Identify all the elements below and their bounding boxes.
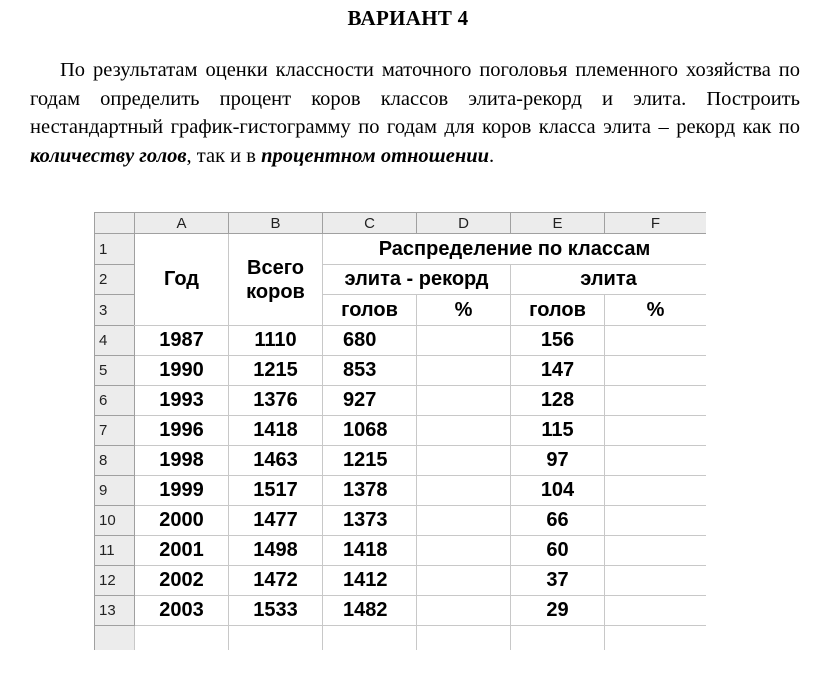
cell-elite-heads[interactable]: 66 [511,506,605,536]
task-emphasis-1: количеству голов [30,144,187,167]
task-paragraph [30,56,800,170]
table-row [95,386,707,416]
cell-year[interactable]: 1987 [135,326,229,356]
table-row [95,416,707,446]
cell-elite-record-percent[interactable] [417,536,511,566]
table-row-partial [95,626,707,651]
cell-elite-record-percent[interactable] [417,326,511,356]
row-header-9[interactable]: 9 [95,476,135,506]
cell-year[interactable]: 1998 [135,446,229,476]
task-emphasis-2: процентном отношении [261,144,490,167]
cell-year[interactable]: 2001 [135,536,229,566]
cell-elite-percent[interactable] [605,536,707,566]
cell-elite-heads[interactable]: 37 [511,566,605,596]
column-header-e[interactable]: E [511,213,605,234]
table-row [95,446,707,476]
row-header-2[interactable]: 2 [95,265,135,295]
task-text-1: По результатам оценки классности маточного поголовья племенного хозяйства по годам определить процент коров классов элита-рекорд и элита. Построить нестандартный график-гистограмму по годам для коров класса элита – рекорд как по [30,59,800,138]
cell-elite-percent[interactable] [605,386,707,416]
cell-empty[interactable] [229,626,323,651]
cell-elite-percent[interactable] [605,446,707,476]
header-year[interactable]: Год [135,234,229,326]
cell-total-cows[interactable]: 1376 [229,386,323,416]
cell-elite-record-percent[interactable] [417,506,511,536]
cell-elite-record-percent[interactable] [417,566,511,596]
row-header-6[interactable]: 6 [95,386,135,416]
row-header-12[interactable]: 12 [95,566,135,596]
cell-elite-percent[interactable] [605,476,707,506]
cell-total-cows[interactable]: 1498 [229,536,323,566]
header-elite-heads[interactable]: голов [511,295,605,326]
cell-elite-percent[interactable] [605,596,707,626]
row-header-10[interactable]: 10 [95,506,135,536]
cell-elite-record-percent[interactable] [417,416,511,446]
cell-year[interactable]: 2002 [135,566,229,596]
cell-elite-percent[interactable] [605,326,707,356]
table-row [95,566,707,596]
row-header-11[interactable]: 11 [95,536,135,566]
cell-elite-record-percent[interactable] [417,356,511,386]
column-header-b[interactable]: B [229,213,323,234]
cell-empty[interactable] [417,626,511,651]
cell-total-cows[interactable]: 1463 [229,446,323,476]
cell-elite-heads[interactable]: 156 [511,326,605,356]
cell-elite-record-heads[interactable]: 1418 [323,536,417,566]
header-elite-record-percent[interactable]: % [417,295,511,326]
table-row [95,596,707,626]
cell-year[interactable]: 1990 [135,356,229,386]
column-header-c[interactable]: C [323,213,417,234]
task-text-3: . [489,144,495,167]
header-elite-percent[interactable]: % [605,295,707,326]
document-title: ВАРИАНТ 4 [347,6,469,30]
cell-total-cows[interactable]: 1418 [229,416,323,446]
cell-elite-record-heads[interactable]: 1373 [323,506,417,536]
cell-total-cows[interactable]: 1533 [229,596,323,626]
cell-elite-heads[interactable]: 104 [511,476,605,506]
table-row [95,536,707,566]
column-header-a[interactable]: A [135,213,229,234]
cell-empty[interactable] [605,626,707,651]
cell-year[interactable]: 2003 [135,596,229,626]
cell-year[interactable]: 2000 [135,506,229,536]
row-header-partial[interactable] [95,626,135,651]
cell-elite-record-heads[interactable]: 1412 [323,566,417,596]
cell-year[interactable]: 1996 [135,416,229,446]
cell-elite-percent[interactable] [605,416,707,446]
cell-year[interactable]: 1993 [135,386,229,416]
cell-elite-percent[interactable] [605,506,707,536]
cell-elite-record-percent[interactable] [417,446,511,476]
cell-elite-record-heads[interactable]: 680 [323,326,417,356]
table-row [95,356,707,386]
header-elite-record[interactable]: элита - рекорд [323,265,511,295]
cell-total-cows[interactable]: 1477 [229,506,323,536]
header-elite-record-heads[interactable]: голов [323,295,417,326]
header-elite[interactable]: элита [511,265,707,295]
header-total-cows[interactable]: Всего коров [229,234,323,326]
task-text-2: , так и в [186,144,262,167]
cell-total-cows[interactable]: 1110 [229,326,323,356]
cell-elite-percent[interactable] [605,566,707,596]
row-header-8[interactable]: 8 [95,446,135,476]
cell-elite-heads[interactable]: 60 [511,536,605,566]
row-header-1[interactable]: 1 [95,234,135,265]
cell-total-cows[interactable]: 1472 [229,566,323,596]
spreadsheet-grid [94,212,706,650]
cell-elite-record-heads[interactable]: 853 [323,356,417,386]
select-all-corner[interactable] [95,213,135,234]
cell-elite-heads[interactable]: 147 [511,356,605,386]
cell-total-cows[interactable]: 1517 [229,476,323,506]
row-header-4[interactable]: 4 [95,326,135,356]
cell-total-cows[interactable]: 1215 [229,356,323,386]
spreadsheet [94,212,706,650]
table-row [95,476,707,506]
row-header-5[interactable]: 5 [95,356,135,386]
table-row [95,506,707,536]
table-row [95,326,707,356]
cell-elite-record-heads[interactable]: 1215 [323,446,417,476]
column-header-f[interactable]: F [605,213,707,234]
cell-elite-record-percent[interactable] [417,476,511,506]
row-header-7[interactable]: 7 [95,416,135,446]
cell-empty[interactable] [135,626,229,651]
cell-year[interactable]: 1999 [135,476,229,506]
cell-elite-record-percent[interactable] [417,386,511,416]
cell-elite-heads[interactable]: 128 [511,386,605,416]
cell-elite-percent[interactable] [605,356,707,386]
cell-elite-record-heads[interactable]: 1378 [323,476,417,506]
row-header-13[interactable]: 13 [95,596,135,626]
header-distribution[interactable]: Распределение по классам [323,234,707,265]
column-header-d[interactable]: D [417,213,511,234]
cell-elite-heads[interactable]: 29 [511,596,605,626]
cell-elite-record-heads[interactable]: 1068 [323,416,417,446]
cell-elite-record-heads[interactable]: 1482 [323,596,417,626]
cell-empty[interactable] [323,626,417,651]
cell-elite-heads[interactable]: 97 [511,446,605,476]
cell-elite-record-heads[interactable]: 927 [323,386,417,416]
cell-elite-record-percent[interactable] [417,596,511,626]
row-header-3[interactable]: 3 [95,295,135,326]
cell-elite-heads[interactable]: 115 [511,416,605,446]
cell-empty[interactable] [511,626,605,651]
